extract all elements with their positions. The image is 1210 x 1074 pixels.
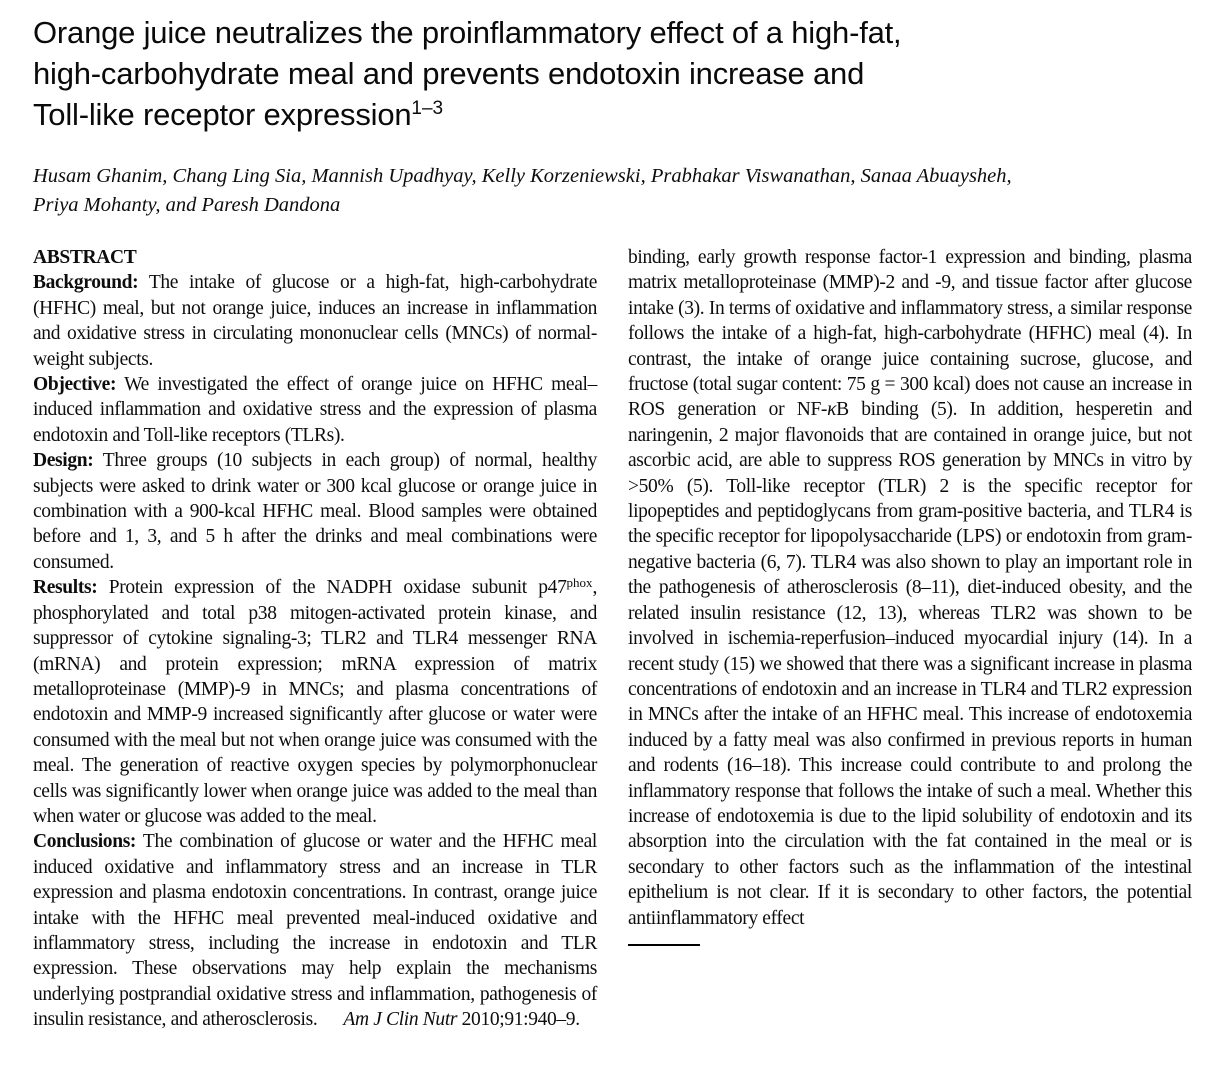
background-label: Background:: [33, 272, 139, 294]
author-list: [33, 162, 1192, 219]
abstract-column: [33, 245, 597, 1033]
authors-line-1: Husam Ghanim, Chang Ling Sia, Mannish Upadhyay, Kelly Korzeniewski, Prabhakar Viswanathan, Sanaa Abuaysheh,: [33, 165, 1012, 187]
abstract-background-section: [33, 270, 597, 372]
results-text-end: , phosphorylated and total p38 mitogen-activated protein kinase, and suppressor of cytokine signaling-3; TLR2 and TLR4 messenger RNA (mRNA) and protein expression; mRNA expression of matrix metalloproteinase (MMP)-9 in MNCs; and plasma concentrations of endotoxin and MMP-9 increased significantly after glucose or water were consumed with the meal but not when orange juice was consumed with the meal. The generation of reactive oxygen species by polymorphonuclear cells was significantly lower when orange juice was added to the meal than when water or glucose was added to the meal.: [33, 577, 598, 827]
authors-line-2: Priya Mohanty, and Paresh Dandona: [33, 193, 341, 216]
results-text-start: Protein expression of the NADPH oxidase subunit p47: [108, 577, 567, 599]
intro-text-part1: binding, early growth response factor-1 expression and binding, plasma matrix metalloproteinase (MMP)-2 and -9, and tissue factor after glucose intake (3). In terms of oxidative and inflammatory stress, a similar response follows the intake of a high-fat, high-carbohydrate (HFHC) meal (4). In contrast, the intake of orange juice containing sucrose, glucose, and fructose (total sugar content: 75 g = 300 kcal) does not cause an increase in ROS generation or NF-: [628, 247, 1192, 421]
title-line-2: high-carbohydrate meal and prevents endotoxin increase and: [33, 56, 865, 91]
design-label: Design:: [33, 450, 94, 472]
abstract-conclusions-section: [33, 829, 597, 1032]
abstract-design-section: [33, 448, 597, 575]
design-text: Three groups (10 subjects in each group) of normal, healthy subjects were asked to drink water or 300 kcal glucose or orange juice in combination with a 900-kcal HFHC meal. Blood samples were obtained before and 1, 3, and 5 h after the drinks and meal combinations were consumed.: [33, 450, 597, 573]
title-footnote-superscript: 1–3: [411, 98, 444, 119]
background-text: The intake of glucose or a high-fat, high-carbohydrate (HFHC) meal, but not orange juice, induces an increase in inflammation and oxidative stress in circulating mononuclear cells (MNCs) of normal-weight subjects.: [33, 272, 597, 370]
objective-label: Objective:: [33, 374, 117, 396]
conclusions-text: The combination of glucose or water and the HFHC meal induced oxidative and inflammatory stress and an increase in TLR expression and plasma endotoxin concentrations. In contrast, orange juice intake with the HFHC meal prevented meal-induced oxidative and inflammatory stress, including the increase in endotoxin and TLR expression. These observations may help explain the mechanisms underlying postprandial oxidative stress and inflammation, pathogenesis of insulin resistance, and atherosclerosis.: [33, 831, 597, 1031]
journal-name: Am J Clin Nutr: [343, 1009, 458, 1031]
journal-citation: 2010;91:940–9.: [461, 1009, 580, 1031]
abstract-objective-section: [33, 372, 597, 448]
footnote-divider-rule: [628, 944, 700, 946]
introduction-paragraph: [628, 245, 1192, 931]
phox-superscript: phox: [566, 575, 593, 591]
abstract-heading: ABSTRACT: [33, 247, 137, 268]
objective-text: We investigated the effect of orange juice on HFHC meal–induced inflammation and oxidative stress and the expression of plasma endotoxin and Toll-like receptors (TLRs).: [33, 374, 597, 446]
title-line-3-text: Toll-like receptor expression: [33, 97, 412, 132]
title-line-3: [33, 94, 1192, 135]
kappa-italic: κ: [827, 399, 837, 421]
abstract-results-section: [33, 575, 597, 829]
conclusions-label: Conclusions:: [33, 831, 137, 853]
results-label: Results:: [33, 577, 98, 599]
two-column-body: [33, 245, 1192, 1033]
title-line-1: Orange juice neutralizes the proinflammatory effect of a high-fat,: [33, 15, 902, 50]
introduction-column: [628, 245, 1192, 1033]
intro-text-part2: B binding (5). In addition, hesperetin and naringenin, 2 major flavonoids that are contained in orange juice, but not ascorbic acid, are able to suppress ROS generation by MNCs in vitro by >50% (5). Toll-like receptor (TLR) 2 is the specific receptor for lipopeptides and peptidoglycans from gram-positive bacteria, and TLR4 is the specific receptor for lipopolysaccharide (LPS) or endotoxin from gram-negative bacteria (6, 7). TLR4 was also shown to play an important role in the pathogenesis of atherosclerosis (8–11), diet-induced obesity, and the related insulin resistance (12, 13), whereas TLR2 was shown to be involved in ischemia-reperfusion–induced myocardial injury (14). In a recent study (15) we showed that there was a significant increase in plasma concentrations of endotoxin and an increase in TLR4 and TLR2 expression in MNCs after the intake of an HFHC meal. This increase of endotoxemia induced by a fatty meal was also confirmed in previous reports in human and rodents (16–18). This increase could contribute to and prolong the inflammatory response that follows the intake of such a meal. Whether this increase of endotoxemia is due to the lipid solubility of endotoxin and its absorption into the circulation with the fat contained in the meal or is secondary to other factors such as the inflammation of the intestinal epithelium is not clear. If it is secondary to other factors, the potential antiinflammatory effect: [628, 399, 1193, 929]
article-title: [33, 12, 1192, 135]
